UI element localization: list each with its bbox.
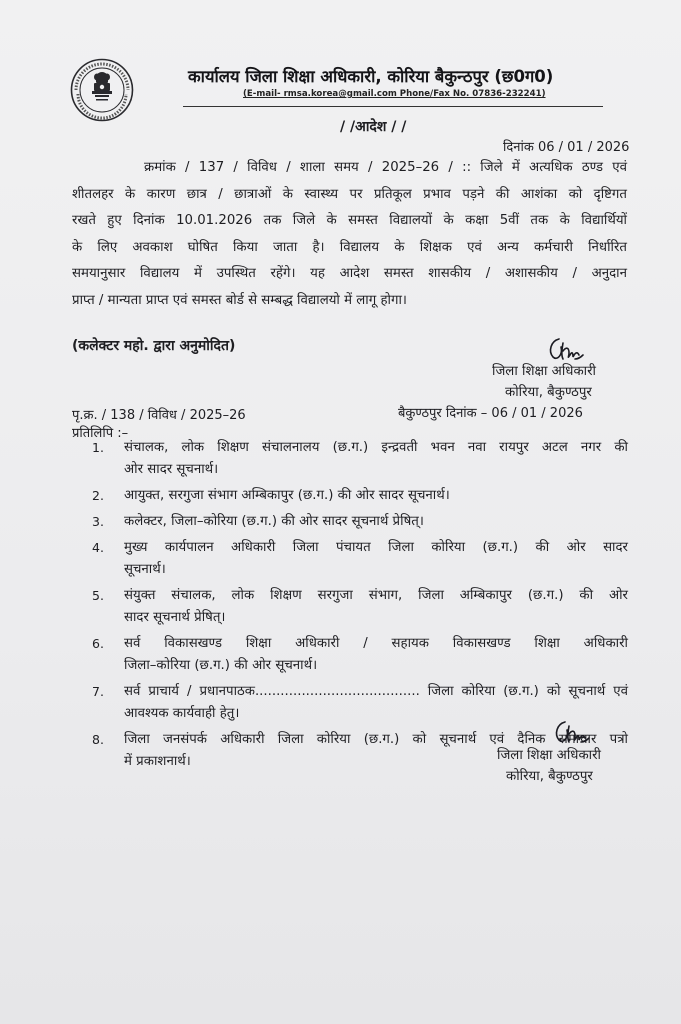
list-item — [88, 485, 628, 507]
office-title: कार्यालय जिला शिक्षा अधिकारी, कोरिया बैकुन्ठपुर (छ0ग0) — [188, 67, 554, 86]
order-body-line: प्राप्त / मान्यता प्राप्त एवं समस्त बोर्ड से सम्बद्ध विद्यालयो में लागू होगा। — [72, 292, 407, 308]
list-item-text: सूचनार्थ। — [124, 562, 166, 577]
order-body-line: समयानुसार विद्यालय में उपस्थित रहेंगे। यह आदेश समस्त शासकीय / अशासकीय / अनुदान — [72, 266, 627, 281]
copy-list — [88, 437, 628, 773]
list-item-text: सर्व विकासखण्ड शिक्षा अधिकारी / सहायक विकासखण्ड शिक्षा अधिकारी — [124, 636, 628, 651]
list-item-text: आवश्यक कार्यवाही हेतु। — [124, 706, 240, 721]
copy-heading: प्रतिलिपि :– — [72, 426, 129, 441]
order-body-line: शीतलहर के कारण छात्र / छात्राओं के स्वास्थ्य पर प्रतिकूल प्रभाव पड़ने की आशंका को दृष्टिगत — [72, 186, 627, 202]
signatory-title: जिला शिक्षा अधिकारी — [492, 364, 597, 379]
list-item-text: संचालक, लोक शिक्षण संचालनालय (छ.ग.) इन्द्रवती भवन नवा रायपुर अटल नगर की — [124, 440, 628, 455]
order-body — [72, 155, 627, 314]
order-body-line: के लिए अवकाश घोषित किया जाता है। विद्यालय के शिक्षक एवं अन्य कर्मचारी निर्धारित — [72, 239, 627, 255]
list-item-number: 5. — [92, 588, 104, 603]
order-date: दिनांक 06 / 01 / 2026 — [503, 140, 630, 155]
order-body-line: रखते हुए दिनांक 10.01.2026 तक जिले के समस्त विद्यालयों के कक्षा 5वीं तक के विद्यार्थियों — [72, 213, 627, 228]
list-item-text: जिला जनसंपर्क अधिकारी जिला कोरिया (छ.ग.) को सूचनार्थ एवं दैनिक समाचार पत्रो — [124, 732, 628, 747]
list-item-number: 4. — [92, 540, 104, 555]
list-item-text: जिला–कोरिया (छ.ग.) की ओर सूचनार्थ। — [124, 658, 318, 673]
list-item-number: 6. — [92, 636, 104, 651]
signatory-place: कोरिया, बैकुण्ठपुर — [505, 385, 592, 400]
endorsement-date: बैकुण्ठपुर दिनांक – 06 / 01 / 2026 — [398, 406, 583, 421]
list-item — [88, 585, 628, 629]
list-item-text: सर्व प्राचार्य / प्रधानपाठक....................................... जिला कोरिया (छ.ग.) को सूचनार्थ एवं — [124, 684, 628, 699]
signatory-place: कोरिया, बैकुण्ठपुर — [506, 769, 593, 784]
signatory-title: जिला शिक्षा अधिकारी — [497, 748, 602, 763]
approval-note: (कलेक्टर महो. द्वारा अनुमोदित) — [72, 338, 236, 354]
list-item-text: ओर सादर सूचनार्थ। — [124, 462, 219, 477]
list-item-text: सादर सूचनार्थ प्रेषित्। — [124, 610, 226, 625]
list-item — [88, 633, 628, 677]
endorsement-number: पृ.क्र. / 138 / विविध / 2025–26 — [72, 408, 246, 423]
list-item-number: 7. — [92, 684, 104, 699]
office-contact: (E-mail- rmsa.korea@gmail.com Phone/Fax No. 07836-232241) — [243, 89, 546, 99]
list-item — [88, 537, 628, 581]
list-item-text: कलेक्टर, जिला–कोरिया (छ.ग.) की ओर सादर सूचनार्थ प्रेषित्। — [124, 514, 424, 529]
list-item-text: संयुक्त संचालक, लोक शिक्षण सरगुजा संभाग, जिला अम्बिकापुर (छ.ग.) की ओर — [124, 588, 628, 603]
list-item-text: में प्रकाशनार्थ। — [124, 754, 191, 769]
order-heading: / /आदेश / / — [340, 119, 407, 135]
list-item — [88, 511, 628, 533]
list-item-text: मुख्य कार्यपालन अधिकारी जिला पंचायत जिला कोरिया (छ.ग.) की ओर सादर — [124, 540, 628, 555]
india-state-emblem-icon — [70, 58, 134, 122]
list-item-number: 3. — [92, 514, 104, 529]
list-item-text: आयुक्त, सरगुजा संभाग अम्बिकापुर (छ.ग.) की ओर सादर सूचनार्थ। — [124, 488, 450, 503]
list-item-number: 2. — [92, 488, 104, 503]
order-body-line: क्रमांक / 137 / विविध / शाला समय / 2025–26 / :: जिले में अत्यधिक ठण्ड एवं — [144, 160, 627, 175]
list-item — [88, 437, 628, 481]
list-item-number: 8. — [92, 732, 104, 747]
header-divider — [183, 106, 603, 107]
list-item-number: 1. — [92, 440, 104, 455]
list-item — [88, 681, 628, 725]
